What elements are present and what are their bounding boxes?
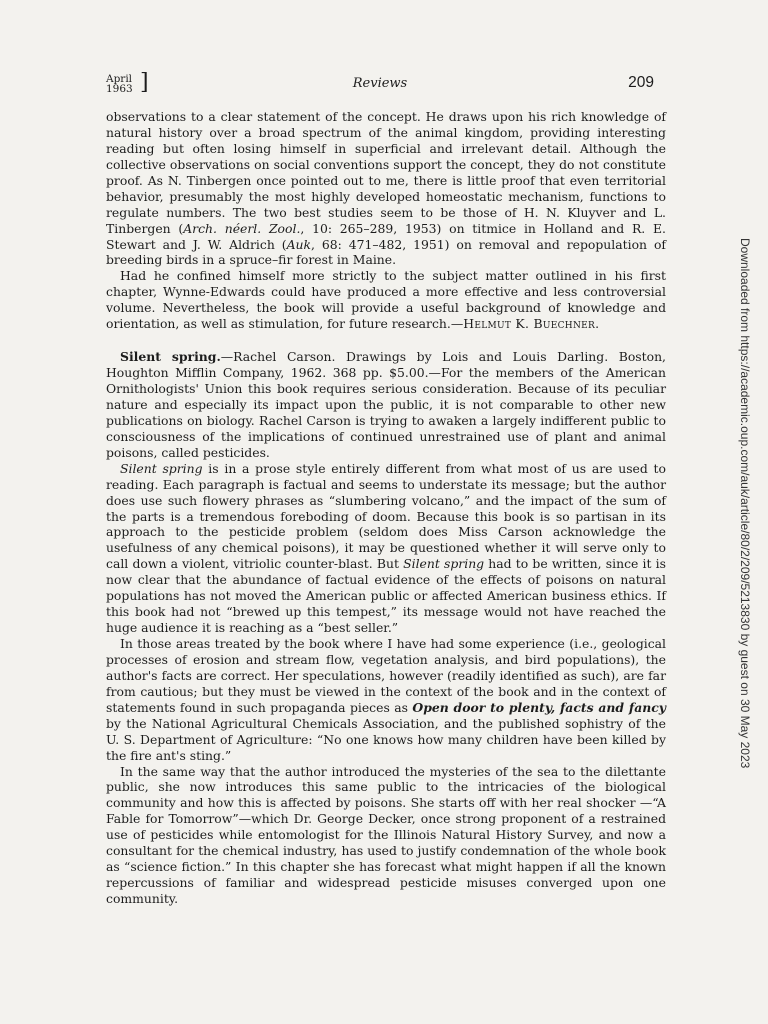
running-header — [106, 70, 654, 102]
issue-month: April — [106, 73, 133, 85]
book-title: Silent spring — [120, 460, 203, 476]
section-title: Reviews — [352, 76, 408, 91]
review2-paragraph-3: In those areas treated by the book where I have had some experience (i.e., geological processes of erosion and stream flow, vegetation analysis, and bird populations), the author's facts are correct. Her speculations, however (readily identified as such), are far from cautious; but they must be viewed in the context of the book and in the context of statements found in such propaganda pieces as Open door to plenty, facts and fancy by the National Agricultural Chemicals Association, and the published sophistry of the U. S. Department of Agriculture: “No one knows how many children have been killed by the fire ant's sting.” — [106, 636, 666, 763]
review-title: Silent spring. — [120, 349, 221, 365]
book-title: Silent spring — [403, 556, 485, 572]
page-number: 209 — [628, 74, 654, 91]
header-bracket: ] — [140, 70, 149, 95]
review2-paragraph-1: Silent spring.—Rachel Carson. Drawings by Lois and Louis Darling. Boston, Houghton Mifflin Company, 1962. 368 pp. $5.00.—For the members of the American Ornithologists' Union this book requires serious consideration. Because of its peculiar nature and especially its impact upon the public, it is not comparable to other new publications on biology. Rachel Carson is trying to awaken a largely indifferent public to consciousness of the implications of continued unrestrained use of plant and animal poisons, called pesticides. — [106, 349, 666, 460]
article-body — [106, 109, 666, 907]
reviewer-signature: Helmut K. Buechner. — [463, 316, 600, 332]
download-watermark: Downloaded from https://academic.oup.com/auk/article/80/2/209/5213830 by guest on 30 May 2023 — [738, 238, 752, 769]
review1-paragraph-2: Had he confined himself more strictly to the subject matter outlined in his first chapter, Wynne-Edwards could have produced a more effective and less controversial volume. Nevertheless, the book will provide a useful background of knowledge and orientation, as well as stimulation, for future research.—Helmut K. Buechner. — [106, 268, 666, 332]
review2-paragraph-4: In the same way that the author introduced the mysteries of the sea to the dilettante public, she now introduces this same public to the intricacies of the biological community and how this is affected by poisons. She starts off with her real shocker —“A Fable for Tomorrow”—which Dr. George Decker, once strong proponent of a restrained use of pesticides while entomologist for the Illinois Natural History Survey, and now a consultant for the chemical industry, has used to justify condemnation of the whole book as “science fiction.” In this chapter she has forecast what might happen if all the known repercussions of familiar and widespread pesticide misuses converged upon one community. — [106, 763, 666, 906]
journal-name: Auk — [286, 236, 311, 252]
review1-paragraph-1: observations to a clear statement of the concept. He draws upon his rich knowledge of natural history over a broad spectrum of the animal kingdom, providing interesting reading but often losing himself in superficial and irrelevant detail. Although the collective observations on social conventions support the concept, they do not constitute proof. As N. Tinbergen once pointed out to me, there is little proof that even territorial behavior, presumably the most highly developed homeostatic mechanism, functions to regulate numbers. The two best studies seem to be those of H. N. Kluyver and L. Tinbergen (Arch. néerl. Zool., 10: 265–289, 1953) on titmice in Holland and R. E. Stewart and J. W. Aldrich (Auk, 68: 471–482, 1951) on removal and repopulation of breeding birds in a spruce–fir forest in Maine. — [106, 109, 666, 268]
publication-title: Open door to plenty, facts and fancy — [412, 699, 666, 715]
issue-year: 1963 — [106, 83, 133, 95]
review2-paragraph-2: Silent spring is in a prose style entirely different from what most of us are used to reading. Each paragraph is factual and seems to understate its message; but the author does use such flowery phrases as “slumbering volcano,” and the impact of the sum of the parts is a tremendous foreboding of doom. Because this book is so partisan in its approach to the pesticide problem (seldom does Miss Carson acknowledge the usefulness of any chemical poisons), it may be questioned whether it will serve only to call down a violent, vitriolic counter-blast. But Silent spring had to be written, since it is now clear that the abundance of factual evidence of the effects of poisons on natural populations has not moved the American public or affected American business ethics. If this book had not “brewed up this tempest,” its message would not have reached the huge audience it is reaching as a “best seller.” — [106, 460, 666, 636]
journal-name: Arch. néerl. Zool. — [183, 220, 301, 236]
